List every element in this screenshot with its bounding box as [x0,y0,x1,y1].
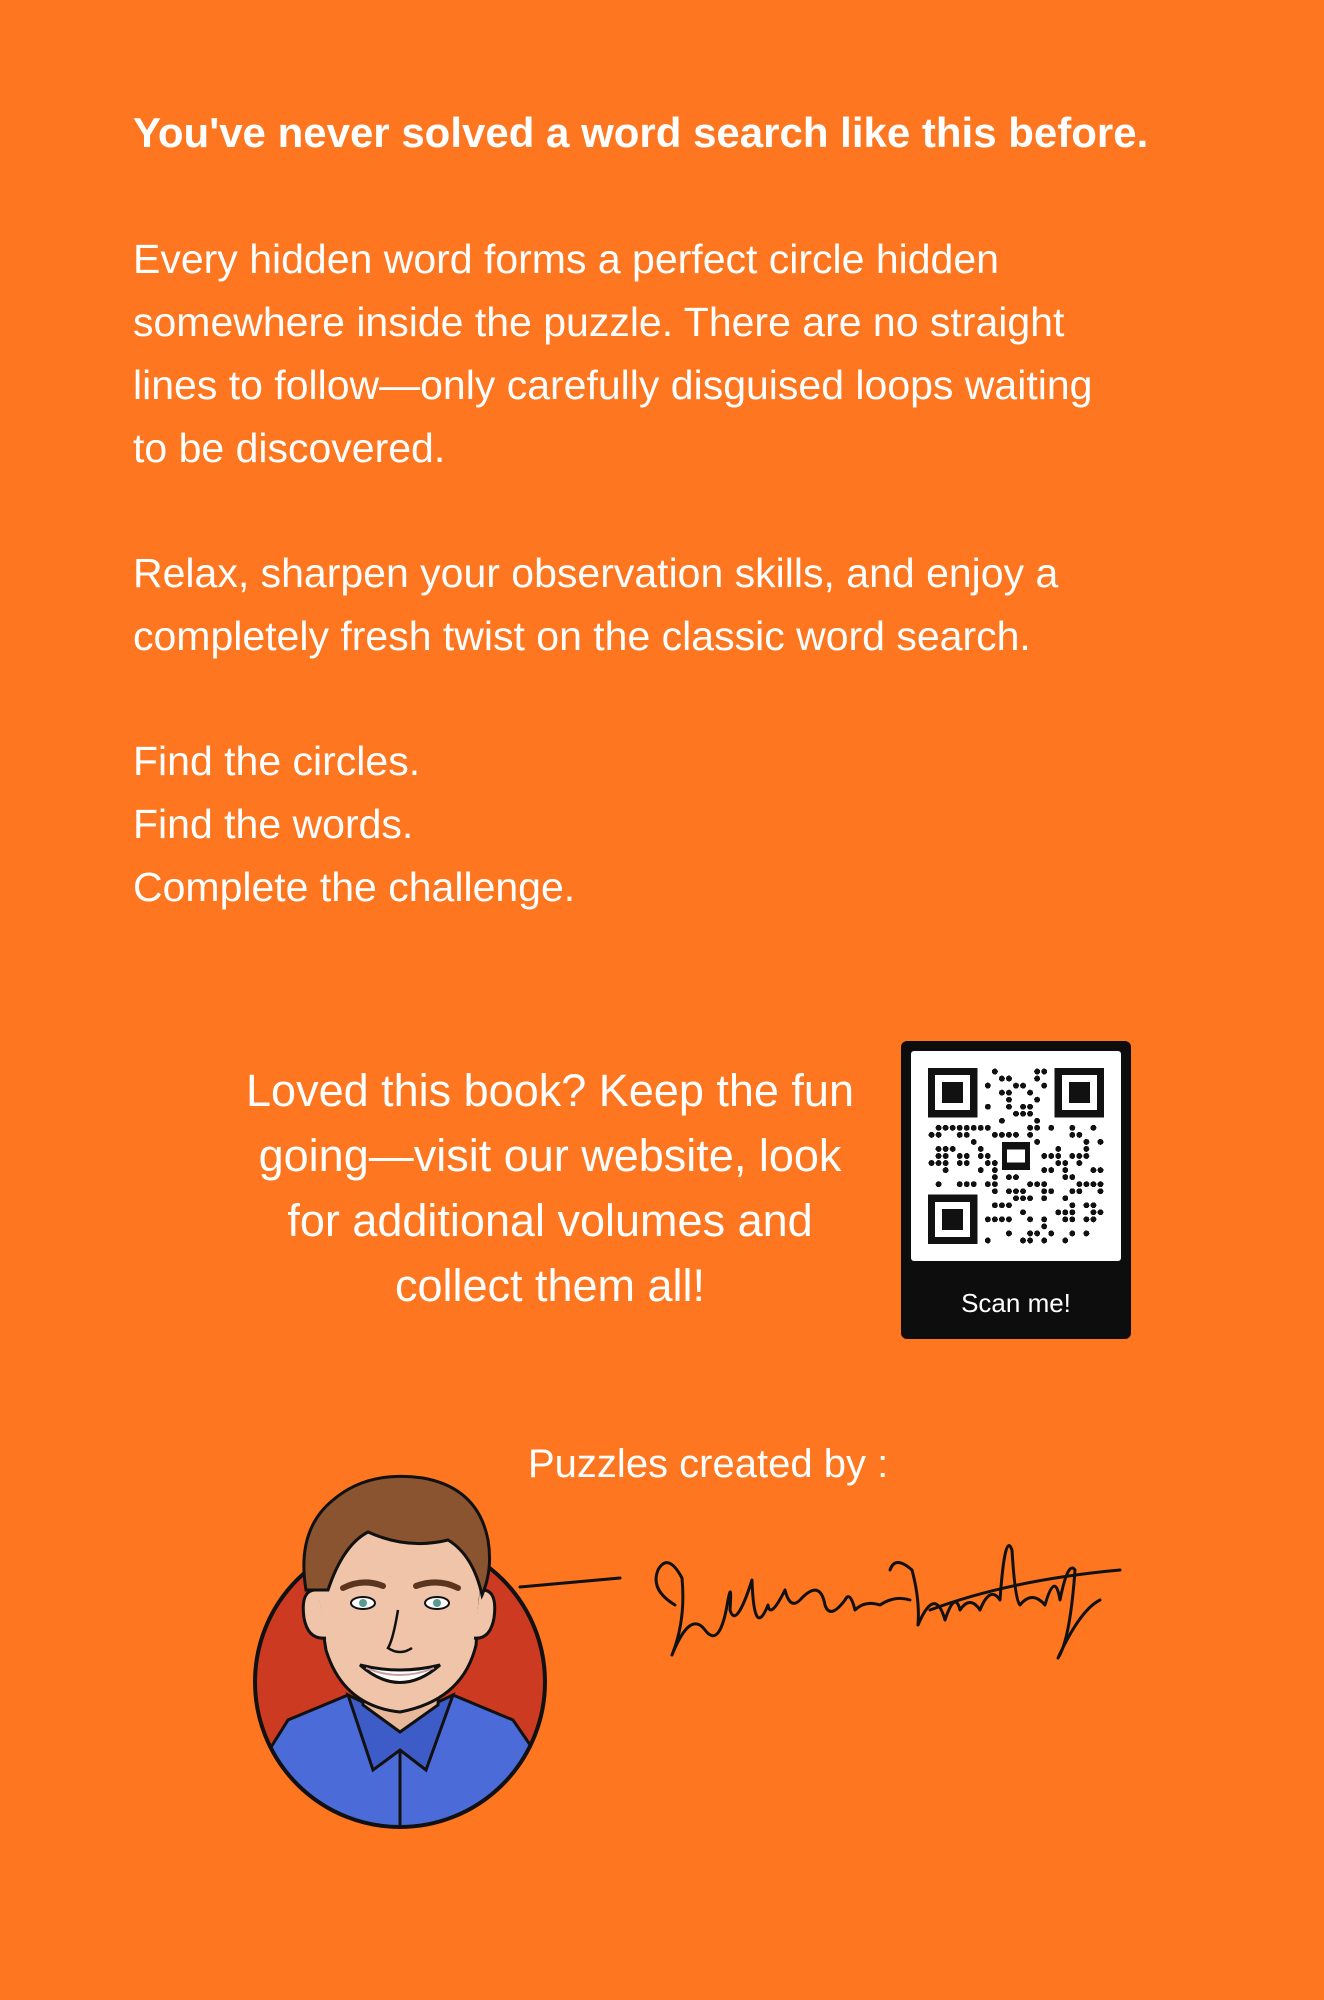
paragraph-1-line: lines to follow—only carefully disguised loops waiting [133,362,1093,408]
scan-me-label: Scan me! [961,1288,1071,1318]
credit-label: Puzzles created by : [528,1442,889,1486]
paragraph-1-line: Every hidden word forms a perfect circle hidden [133,236,999,282]
promo-line: collect them all! [394,1260,706,1311]
promo-line: going—visit our website, look [258,1130,842,1181]
qr-code-card[interactable] [901,1041,1131,1339]
paragraph-2-line: Relax, sharpen your observation skills, and enjoy a [133,550,1059,596]
qr-code-icon[interactable] [911,1051,1121,1261]
intro-paragraph-3 [133,730,1213,919]
paragraph-3-line: Find the circles. [133,738,421,784]
paragraph-1-line: somewhere inside the puzzle. There are no straight [133,299,1065,345]
paragraph-3-line: Find the words. [133,801,414,847]
paragraph-2-line: completely fresh twist on the classic word search. [133,613,1031,659]
promo-line: for additional volumes and [287,1195,813,1246]
paragraph-1-line: to be discovered. [133,425,446,471]
headline: You've never solved a word search like this before. [133,109,1149,156]
intro-paragraph-1 [133,228,1213,480]
promo-text [195,1058,905,1318]
author-signature [500,1460,1140,1660]
promo-line: Loved this book? Keep the fun [246,1065,854,1116]
intro-paragraph-2 [133,542,1213,668]
paragraph-3-line: Complete the challenge. [133,864,576,910]
intro-section [133,100,1213,919]
